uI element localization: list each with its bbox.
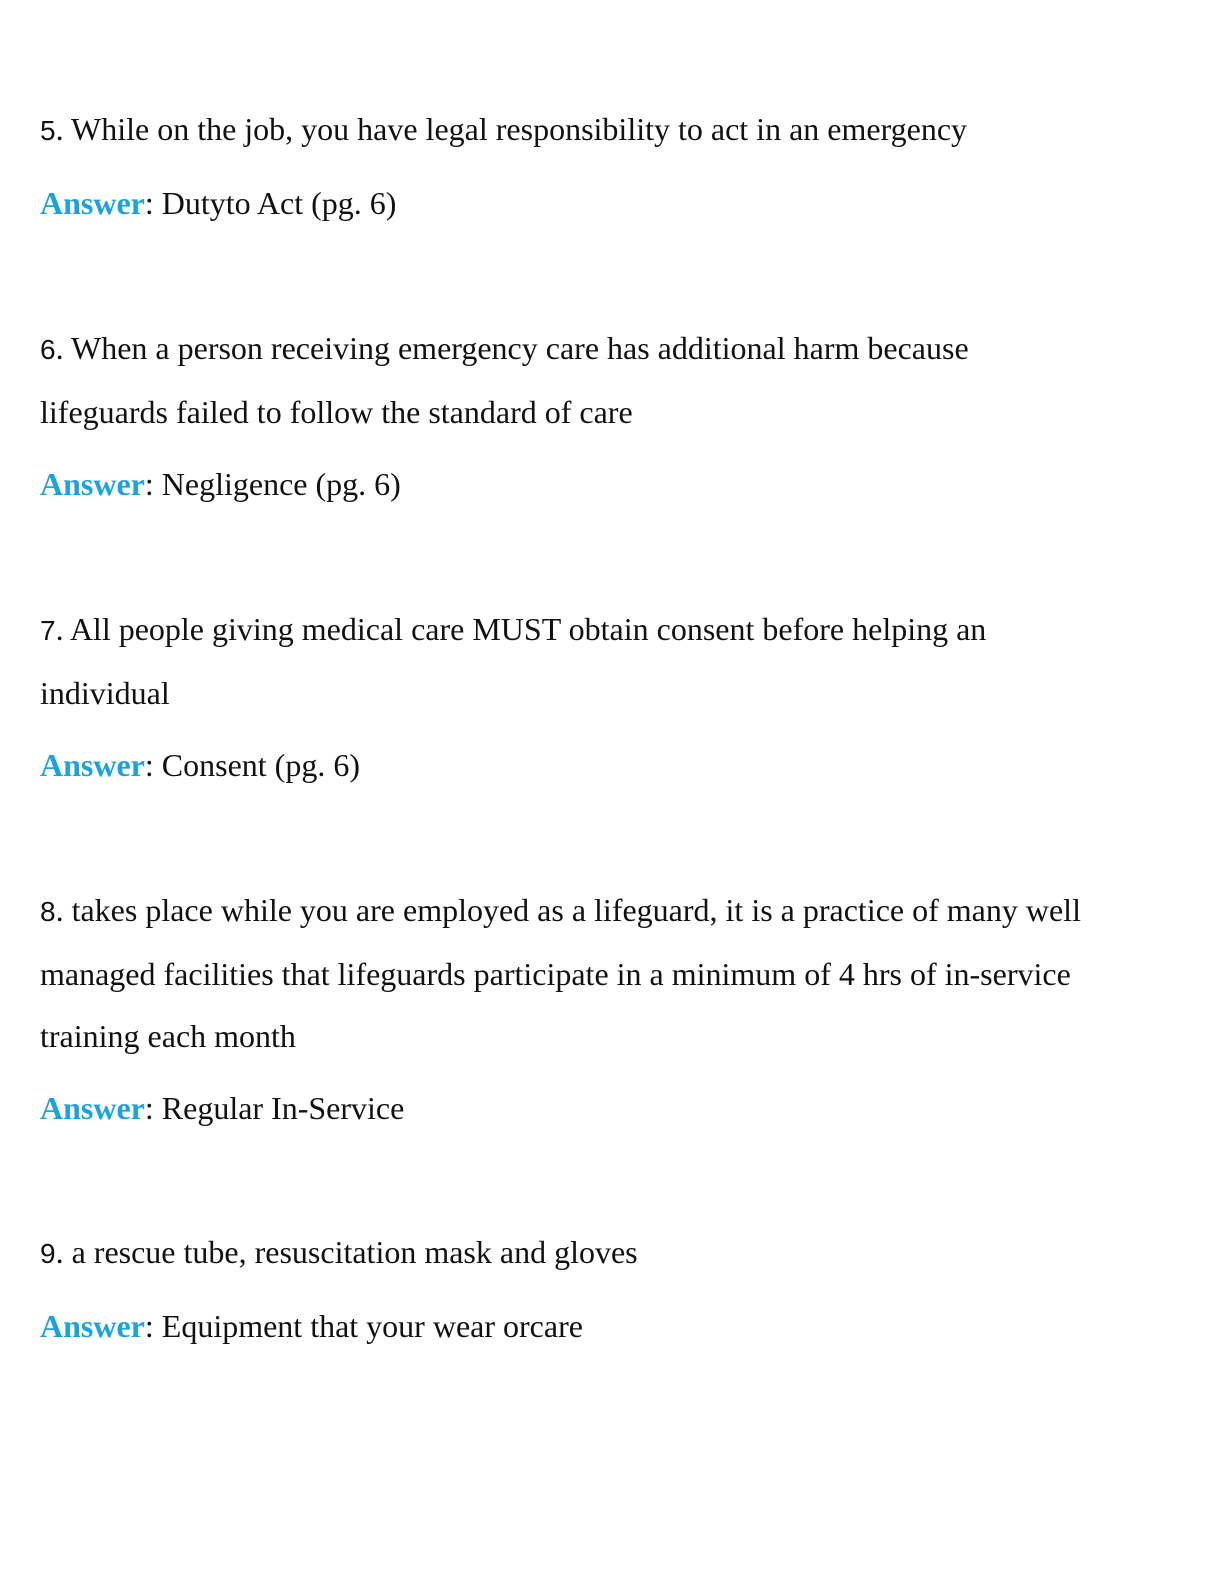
- answer-text: : Negligence (pg. 6): [144, 466, 401, 502]
- answer-text: : Equipment that your wear orcare: [144, 1308, 583, 1344]
- question-number: 6: [40, 334, 56, 365]
- qa-item-8: [40, 879, 1180, 1139]
- answer-label: Answer: [40, 1090, 145, 1126]
- qa-item-6: [40, 317, 1180, 515]
- question-text: . While on the job, you have legal responsibility to act in an emergency: [55, 111, 968, 147]
- answer-label: Answer: [40, 185, 145, 221]
- question-7: [40, 598, 1120, 724]
- answer-7: [40, 734, 1180, 796]
- answer-label: Answer: [40, 466, 145, 502]
- answer-text: : Consent (pg. 6): [144, 747, 360, 783]
- answer-6: [40, 453, 1180, 515]
- question-9: [40, 1221, 1180, 1285]
- question-8: [40, 879, 1170, 1067]
- question-text: . All people giving medical care MUST obtain consent before helping an individual: [40, 611, 987, 711]
- qa-item-9: [40, 1221, 1180, 1357]
- answer-8: [40, 1077, 1180, 1139]
- answer-label: Answer: [40, 747, 145, 783]
- question-number: 7: [40, 615, 56, 646]
- question-number: 9: [40, 1238, 56, 1269]
- question-number: 8: [40, 896, 56, 927]
- question-number: 5: [40, 115, 56, 146]
- question-text: . When a person receiving emergency care has additional harm because lifeguards failed to follow the standard of care: [40, 330, 969, 430]
- question-text: . a rescue tube, resuscitation mask and gloves: [55, 1234, 638, 1270]
- answer-text: : Regular In-Service: [144, 1090, 405, 1126]
- question-6: [40, 317, 1100, 443]
- answer-text: : Dutyto Act (pg. 6): [144, 185, 397, 221]
- qa-item-7: [40, 598, 1180, 796]
- answer-9: [40, 1295, 1180, 1357]
- qa-item-5: [40, 98, 1180, 234]
- question-text: . takes place while you are employed as a lifeguard, it is a practice of many well managed facilities that lifeguards participate in a minimum of 4 hrs of in-service training each month: [40, 892, 1081, 1054]
- answer-5: [40, 172, 1180, 234]
- answer-label: Answer: [40, 1308, 145, 1344]
- question-5: [40, 98, 1180, 162]
